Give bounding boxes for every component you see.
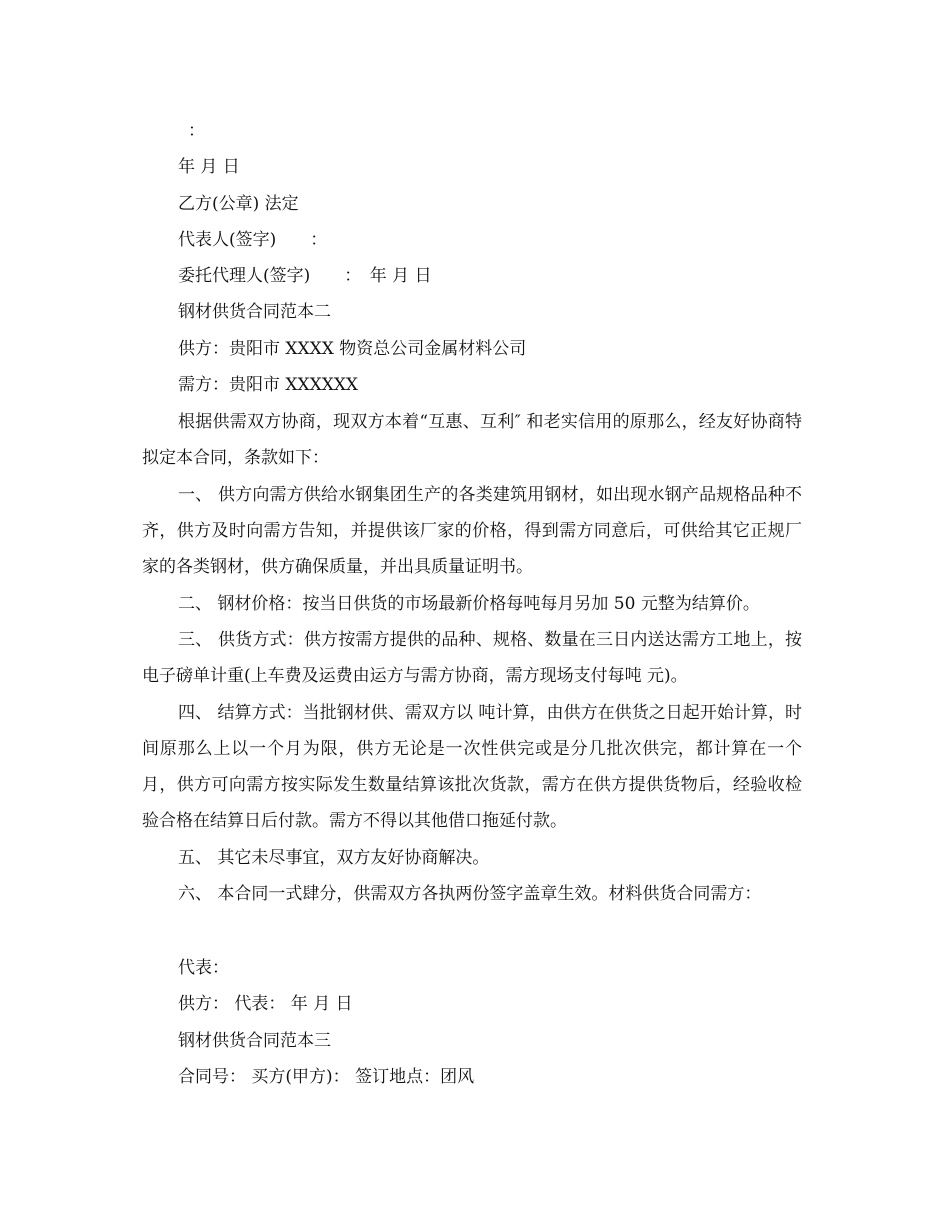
contract-number-line: 合同号： 买方(甲方)： 签订地点：团风	[178, 1067, 475, 1087]
clause-3-paragraph: 三、 供货方式：供方按需方提供的品种、规格、数量在三日内送达需方工地上，按电子磅单计重(上车费及运费由运方与需方协商，需方现场支付每吨 元)。	[142, 630, 802, 686]
clause-6-paragraph: 六、 本合同一式肆分，供需双方各执两份签字盖章生效。材料供货合同需方：	[178, 884, 762, 904]
representative-line: 代表：	[178, 958, 229, 978]
section-title-2: 钢材供货合同范本二	[178, 302, 331, 322]
supplier-line: 供方：贵阳市 XXXX 物资总公司金属材料公司	[178, 339, 527, 359]
section-title-3: 钢材供货合同范本三	[178, 1031, 331, 1051]
supplier-sign-line: 供方： 代表： 年 月 日	[178, 994, 353, 1014]
colon-line: ：	[188, 121, 205, 141]
clause-1-paragraph: 一、 供方向需方供给水钢集团生产的各类建筑用钢材，如出现水钢产品规格品种不齐，供方及时向需方告知，并提供该厂家的价格，得到需方同意后，可供给其它正规厂家的各类钢材，供方确保质量，并出具质量证明书。	[142, 485, 802, 577]
clause-4-paragraph: 四、 结算方式：当批钢材供、需双方以 吨计算，由供方在供货之日起开始计算，时间原那么上以一个月为限，供方无论是一次性供完或是分几批次供完，都计算在一个月，供方可向需方按实际发生数量结算该批次货款，需方在供方提供货物后，经验收检验合格在结算日后付款。需方不得以其他借口拖延付款。	[142, 703, 802, 831]
party-b-seal-line: 乙方(公章) 法定	[178, 194, 299, 214]
agent-sign-line: 委托代理人(签字) ： 年 月 日	[178, 266, 432, 286]
buyer-line: 需方：贵阳市 XXXXXX	[178, 375, 359, 395]
representative-sign-line: 代表人(签字) ：	[178, 230, 328, 250]
date-line: 年 月 日	[178, 157, 240, 177]
intro-paragraph: 根据供需双方协商，现双方本着“互惠、互利″ 和老实信用的原那么，经友好协商特拟定本合同，条款如下：	[142, 412, 802, 468]
clause-5-paragraph: 五、 其它未尽事宜，双方友好协商解决。	[178, 848, 490, 868]
clause-2-paragraph: 二、 钢材价格：按当日供货的市场最新价格每吨每月另加 50 元整为结算价。	[178, 594, 760, 614]
